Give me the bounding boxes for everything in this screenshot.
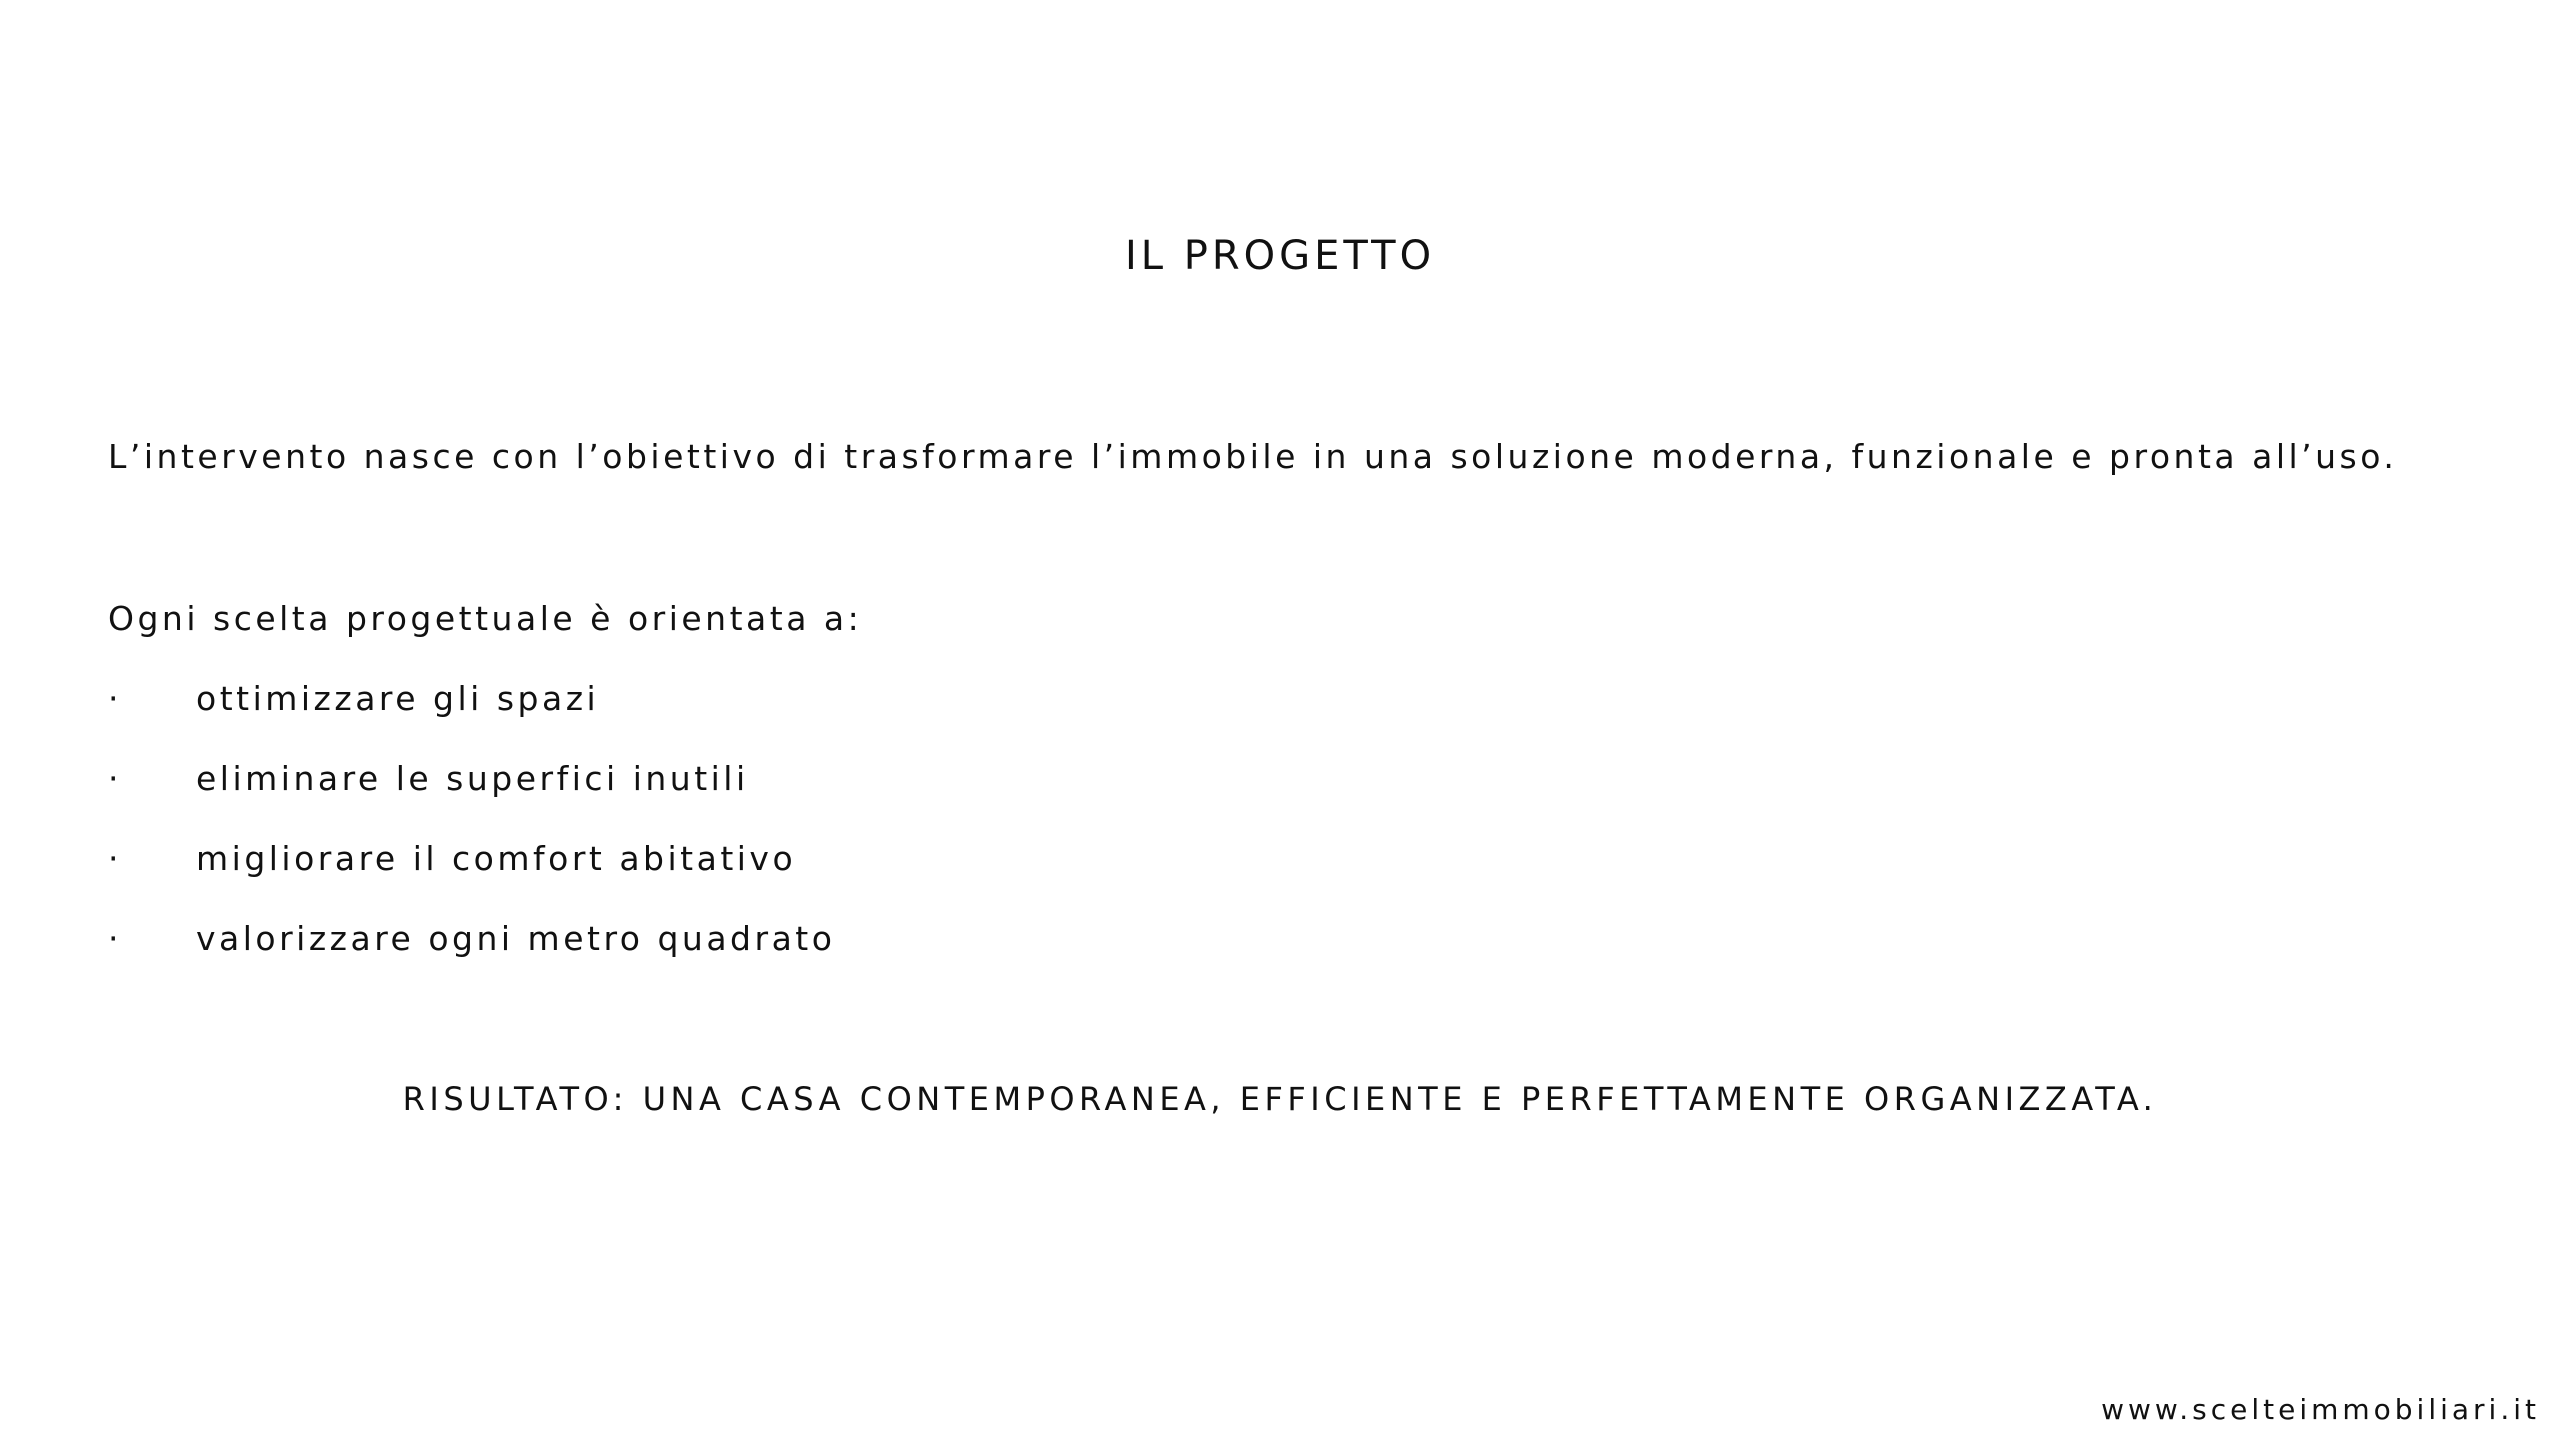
intro-paragraph: L’intervento nasce con l’obiettivo di trasformare l’immobile in una soluzione moderna, funzionale e pronta all’uso.: [108, 437, 2398, 476]
list-item-text: migliorare il comfort abitativo: [196, 839, 797, 878]
bullet-dot-icon: ·: [108, 839, 122, 878]
bullet-dot-icon: ·: [108, 679, 122, 718]
bullet-dot-icon: ·: [108, 759, 122, 798]
website-url: www.scelteimmobiliari.it: [2101, 1393, 2540, 1426]
bullet-dot-icon: ·: [108, 919, 122, 958]
list-item-text: eliminare le superfici inutili: [196, 759, 749, 798]
list-lead-text: Ogni scelta progettuale è orientata a:: [108, 599, 863, 638]
list-item-text: valorizzare ogni metro quadrato: [196, 919, 836, 958]
list-item-text: ottimizzare gli spazi: [196, 679, 600, 718]
result-statement: RISULTATO: UNA CASA CONTEMPORANEA, EFFICIENTE E PERFETTAMENTE ORGANIZZATA.: [402, 1080, 2158, 1118]
slide-title: IL PROGETTO: [1124, 233, 1436, 279]
